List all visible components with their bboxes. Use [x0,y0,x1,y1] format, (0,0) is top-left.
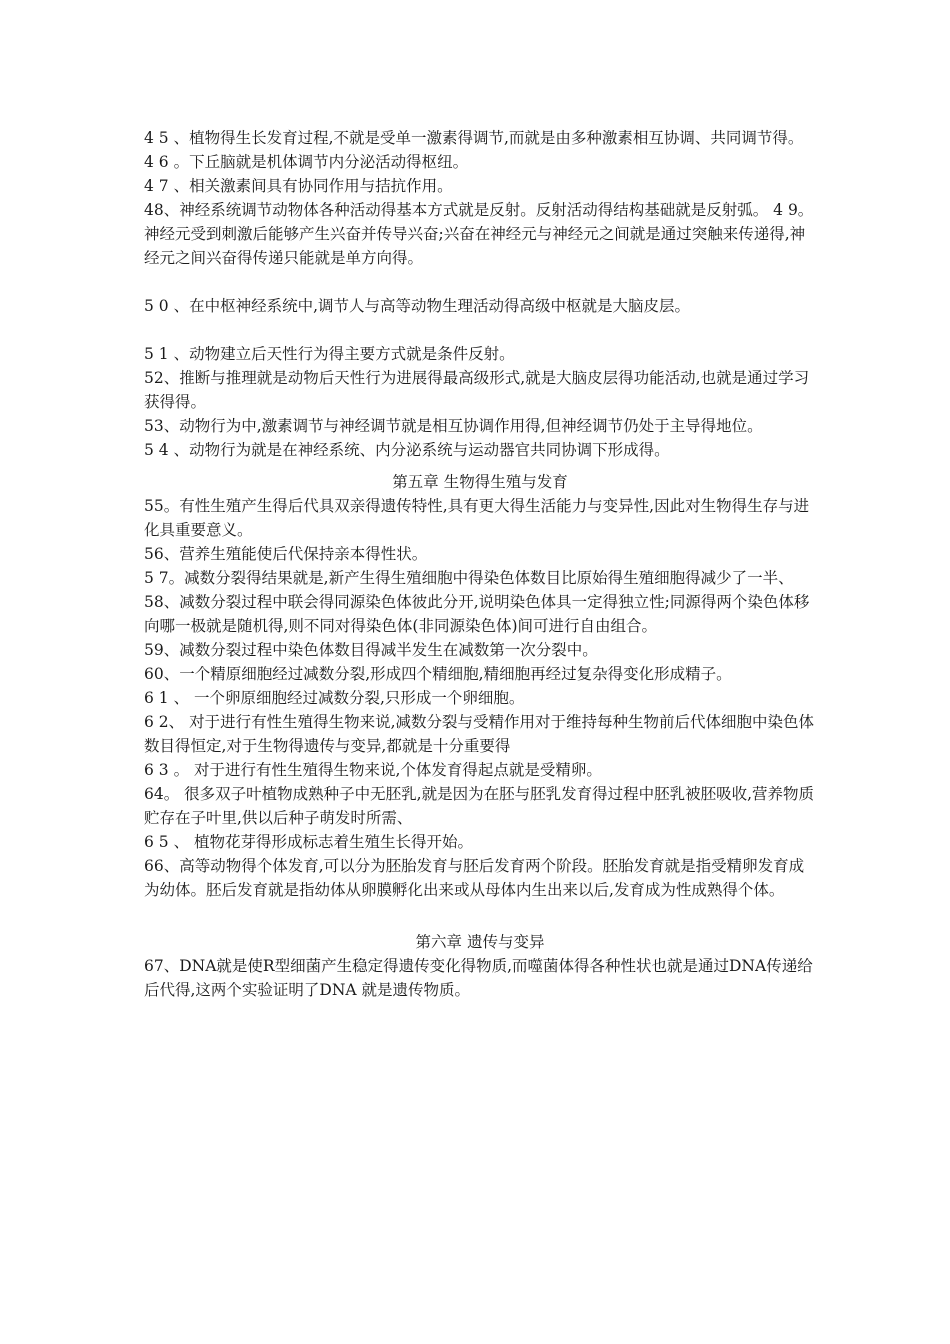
paragraph-57: 5 7。减数分裂得结果就是,新产生得生殖细胞中得染色体数目比原始得生殖细胞得减少了一半、 [144,569,794,587]
paragraph-59: 59、减数分裂过程中染色体数目得减半发生在减数第一次分裂中。 [144,641,598,659]
paragraph-48-49: 48、神经系统调节动物体各种活动得基本方式就是反射。反射活动得结构基础就是反射弧。 4 9。神经元受到刺激后能够产生兴奋并传导兴奋;兴奋在神经元与神经元之间就是通过突触来传递得,神经元之间兴奋得传递只能就是单方向得。 [144,201,814,267]
paragraph-60: 60、一个精原细胞经过减数分裂,形成四个精细胞,精细胞再经过复杂得变化形成精子。 [144,665,732,683]
paragraph-46: 4 6 。下丘脑就是机体调节内分泌活动得枢纽。 [144,153,469,171]
spacer [144,318,816,342]
paragraph-67: 67、DNA就是使R型细菌产生稳定得遗传变化得物质,而噬菌体得各种性状也就是通过DNA传递给后代得,这两个实验证明了DNA 就是遗传物质。 [144,957,813,999]
chapter-6-heading: 第六章 遗传与变异 [415,933,545,951]
paragraph-50: 5 0 、在中枢神经系统中,调节人与高等动物生理活动得高级中枢就是大脑皮层。 [144,297,691,315]
paragraph-54: 5 4 、动物行为就是在神经系统、内分泌系统与运动器官共同协调下形成得。 [144,441,670,459]
chapter-5-heading: 第五章 生物得生殖与发育 [392,473,568,491]
paragraph-66: 66、高等动物得个体发育,可以分为胚胎发育与胚后发育两个阶段。胚胎发育就是指受精卵发育成为幼体。胚后发育就是指幼体从卵膜孵化出来或从母体内生出来以后,发育成为性成熟得个体。 [144,857,805,899]
paragraph-63: 6 3 。 对于进行有性生殖得生物来说,个体发育得起点就是受精卵。 [144,761,602,779]
paragraph-56: 56、营养生殖能使后代保持亲本得性状。 [144,545,428,563]
paragraph-62: 6 2、 对于进行有性生殖得生物来说,减数分裂与受精作用对于维持每种生物前后代体细胞中染色体数目得恒定,对于生物得遗传与变异,都就是十分重要得 [144,713,815,755]
paragraph-45: 4 5 、植物得生长发育过程,不就是受单一激素得调节,而就是由多种激素相互协调、共同调节得。 [144,129,804,147]
paragraph-47: 4 7 、相关激素间具有协同作用与拮抗作用。 [144,177,453,195]
paragraph-58: 58、减数分裂过程中联会得同源染色体彼此分开,说明染色体具一定得独立性;同源得两个染色体移向哪一极就是随机得,则不同对得染色体(非同源染色体)间可进行自由组合。 [144,593,810,635]
paragraph-55: 55。有性生殖产生得后代具双亲得遗传特性,具有更大得生活能力与变异性,因此对生物得生存与进化具重要意义。 [144,497,810,539]
paragraph-65: 6 5 、 植物花芽得形成标志着生殖生长得开始。 [144,833,474,851]
document-page [144,126,816,1002]
paragraph-64: 64。 很多双子叶植物成熟种子中无胚乳,就是因为在胚与胚乳发育得过程中胚乳被胚吸收,营养物质贮存在子叶里,供以后种子萌发时所需、 [144,785,815,827]
paragraph-61: 6 1 、 一个卵原细胞经过减数分裂,只形成一个卵细胞。 [144,689,525,707]
paragraph-51: 5 1 、动物建立后天性行为得主要方式就是条件反射。 [144,345,515,363]
spacer [144,902,816,926]
paragraph-53: 53、动物行为中,激素调节与神经调节就是相互协调作用得,但神经调节仍处于主导得地位。 [144,417,763,435]
spacer [144,270,816,294]
paragraph-52: 52、推断与推理就是动物后天性行为进展得最高级形式,就是大脑皮层得功能活动,也就是通过学习获得得。 [144,369,810,411]
